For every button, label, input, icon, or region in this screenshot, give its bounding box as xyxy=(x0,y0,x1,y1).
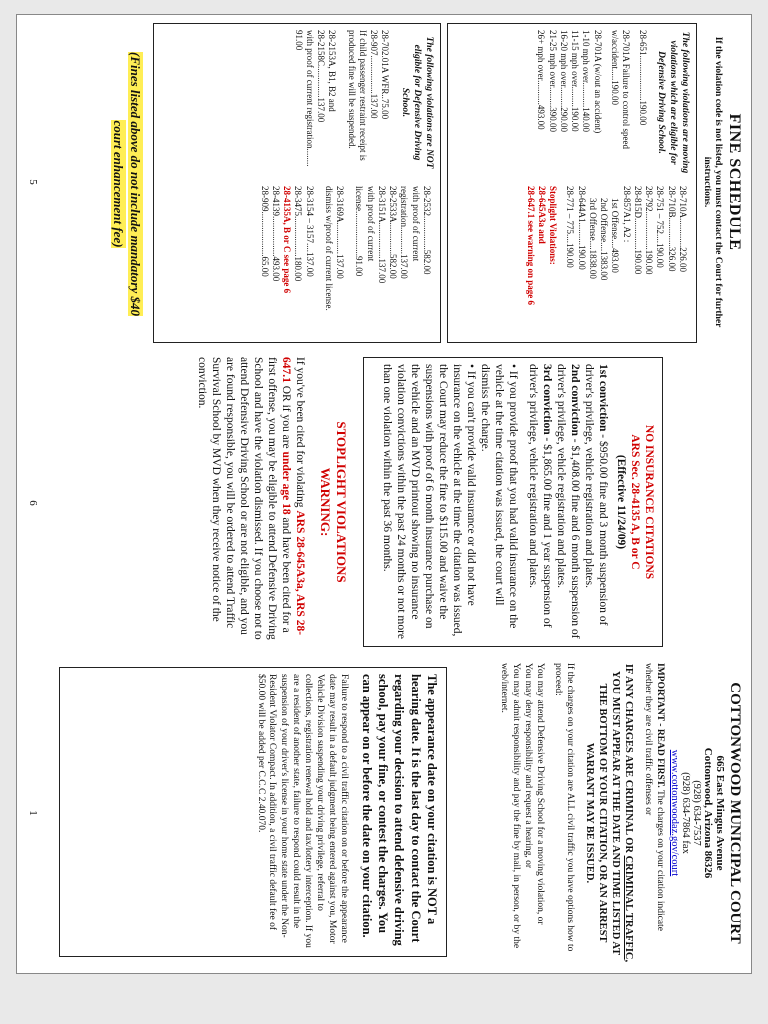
court-website-link[interactable]: www.cottonwoodaz.gov/court xyxy=(669,749,680,877)
fine-line: 28-771 – 775....190.00 xyxy=(565,186,576,268)
fine-line: 3rd Offense....1838.00 xyxy=(588,198,598,279)
appearance-notice: The appearance date on your citation is NOT a hearing date. It is the last day to contact the Court regarding your decision to attend defensive driving school, pay your fine, or contest the charges. You can appear on or before the date on your citation. xyxy=(360,674,439,946)
court-fax: (928) 634-7864 fax xyxy=(680,772,691,854)
dds-eligible-col-b xyxy=(525,186,689,336)
fine-line: 28-701A Failure to control speed w/accident.....190.00 xyxy=(609,30,632,149)
fine-line: 28-3169A..............137.00 xyxy=(335,186,346,279)
fee-note xyxy=(109,39,143,329)
no-insurance-statute: ARS Sec. 28-4135 A, B or C xyxy=(628,434,641,570)
fine-line: with proof of current license....................91.00 xyxy=(354,186,376,277)
conviction-1: 1st conviction - $950.00 fine and 3 month suspension of driver's privilege, vehicle registration and plates. xyxy=(582,364,609,626)
fine-line: 28-644A1..........190.00 xyxy=(576,186,587,270)
dds-eligible-box xyxy=(447,23,697,343)
stoplight-title: STOPLIGHT VIOLATIONS xyxy=(334,421,349,583)
fine-line: 28-2533A..............582.00 xyxy=(388,186,399,279)
dds-eligible-heading: The following violations are moving violations which are eligible for Defensive Driving School. xyxy=(656,31,690,174)
option-hearing: You may deny responsibility and request a hearing, or xyxy=(523,663,534,869)
important-read-first: IMPORTANT - READ FIRST. The charges on your citation indicate whether they are civil traffic offenses or xyxy=(643,663,665,931)
conviction-list xyxy=(526,364,610,640)
fine-line: 16-20 mph over.........290.00 xyxy=(558,30,569,132)
fine-line: 28-3475..................180.00 xyxy=(293,186,304,282)
not-eligible-box xyxy=(153,23,441,343)
page-number-6: 6 xyxy=(27,500,39,506)
court-address-1: 665 East Mingus Avenue xyxy=(714,755,726,871)
court-phone: (928) 634-7537 xyxy=(691,780,702,846)
fine-schedule-panel xyxy=(27,19,743,345)
fine-line: 1st Offense....493.00 xyxy=(610,198,621,273)
fine-line: 28-651....................190.00 xyxy=(638,30,649,126)
fine-line: If child passenger restraint receipt is produced fine will be suspended. xyxy=(346,30,368,161)
fine-line: 21-25 mph over.........390.00 xyxy=(547,30,558,132)
fine-line: 28-3154 – 3157....137.00 xyxy=(304,186,315,277)
page-number-5: 5 xyxy=(27,179,39,185)
fine-line: with proof of current registration............137.00 xyxy=(399,186,421,279)
fine-line: with proof of current registration........ 91.00 xyxy=(293,30,315,167)
rotated-content xyxy=(17,15,751,973)
stoplight-warning-section xyxy=(195,357,349,647)
fine-line: 28-792.................190.00 xyxy=(644,186,655,275)
fine-line: 28-2158C..............137.00 xyxy=(316,30,327,123)
no-insurance-title: NO INSURANCE CITATIONS xyxy=(643,424,655,580)
fine-line: 28-710B.............326.00 xyxy=(666,186,677,272)
fine-line: 11-15 mph over.........190.00 xyxy=(570,30,581,132)
court-name: COTTONWOOD MUNICIPAL COURT xyxy=(727,682,743,944)
fine-line: 28-2153A, B1, B2 and xyxy=(327,30,338,112)
fine-line: 28-815D..............190.00 xyxy=(633,186,643,275)
fine-line: 28-702.01A WFR..75.00 xyxy=(380,30,391,120)
court-info-panel xyxy=(27,663,743,963)
stoplight-label: Stoplight Violations: xyxy=(548,186,559,265)
conviction-2: 2nd conviction - $1,408.00 fine and 6 month suspension of driver's privilege, vehicle registration and plates. xyxy=(554,364,581,639)
not-eligible-col-b xyxy=(259,186,433,336)
dds-eligible-col-a xyxy=(535,30,648,175)
no-insurance-box xyxy=(363,357,663,647)
scanned-document-page xyxy=(16,14,752,974)
criminal-warning: IF ANY CHARGES ARE CRIMINAL OR CRIMINAL TRAFFIC, YOU MUST APPEAR AT THE DATE AND TIME LISTED AT THE BOTTOM OF YOUR CITATION, OR AN ARREST WARRANT MAY BE ISSUED. xyxy=(583,663,635,963)
fine-line: 28-751 – 752....190.00 xyxy=(655,186,666,268)
conviction-3: 3rd conviction - $1,865.00 fine and 1 year suspension of driver's privilege, vehicle registration and plates. xyxy=(526,364,553,628)
not-eligible-heading: The following violations are NOT eligible for Defensive Driving School. xyxy=(400,36,434,169)
fine-line: 28-2532...............582.00 xyxy=(422,186,432,275)
stoplight-warning: WARNING: xyxy=(318,467,333,537)
no-insurance-effective: (Effective 11/24/09) xyxy=(614,454,627,550)
option-pay: You may admit responsibility and pay the fine by mail, in person, or by the web/internet. xyxy=(499,663,522,949)
fine-line: 28-4139..................493.00 xyxy=(271,186,281,282)
not-eligible-col-a xyxy=(292,30,390,175)
insurance-see-page-6: 28-4135A, B or C see page 6 xyxy=(282,186,293,294)
stoplight-see: 28-647.1 see warning on page 6 xyxy=(525,186,536,305)
stoplight-code: 28-645A3a and xyxy=(537,186,547,244)
insurance-bullet-2: • If you can't provide valid insurance or did not have insurance on the vehicle at the time the citation was issued, the Court may reduce the fine to $115.00 and waive the suspensions with proof of 6 month insurance purchase on the vehicle and an MVD printout showing no insurance violation convictions within the past 24 months or not more than one violation within the past 36 months. xyxy=(380,364,477,640)
appearance-box xyxy=(59,667,447,957)
fine-line: 28-710A.............226.00 xyxy=(678,186,688,272)
fee-note-text: (Fines listed above do not include mandatory $40 court enhancement fee) xyxy=(111,52,143,316)
fine-line: 28-909....................65.00 xyxy=(259,186,270,277)
fine-schedule-title: FINE SCHEDULE xyxy=(726,113,743,251)
stoplight-text: If you've been cited for violating ARS 28-645A3a, ARS 28-647.1 OR if you are under age 18 and have been cited for a first offense, you may be eligible to attend Defensive Driving School and have the violation dismissed. If you choose not to attend Defensive Driving School or are not eligible, and you are found responsible, you will be ordered to attend Traffic Survival School by MVD when they receive notice of the conviction. xyxy=(195,357,306,640)
insurance-bullet-1: • If you provide proof that you had valid insurance on the vehicle at the time citation was issued, the court will dismiss the charge. xyxy=(478,364,519,629)
court-address-2: Cottonwood, Arizona 86326 xyxy=(702,747,714,879)
fine-schedule-subtitle: If the violation code is not listed, you must contact the Court for further instructions. xyxy=(701,36,723,328)
civil-options-intro: If the charges on your citation are ALL civil traffic you have options how to proceed: xyxy=(552,663,575,952)
fine-line: 28-701A (w/out an accident) xyxy=(592,30,603,134)
page-number-1: 1 xyxy=(27,810,39,816)
insurance-stoplight-panel xyxy=(27,353,743,653)
fine-line: 28-857A1, A2 : xyxy=(621,186,632,243)
failure-notice: Failure to respond to a civil traffic citation on or before the appearance date may result in a default judgment being entered against you, Motor Vehicle Division suspending your driving privilege, referral to collections, registration renewal hold and tax/lottery interception. If you are a resident of another state, failure to respond could result in the suspension of your driver's license in your home state under the Non-Resident Violator Compact. In addition, a civil traffic default fee of $50.00 will be added per C.C.C 2.40.070. xyxy=(255,674,349,948)
fine-line: 2nd Offense....1383.00 xyxy=(599,198,610,281)
fine-line: dismiss w/proof of current license. xyxy=(324,186,334,311)
option-dds: You may attend Defensive Driving School for a moving violation, or xyxy=(535,663,545,925)
fine-line: 28-3151A................137.00 xyxy=(377,186,387,284)
fine-line: 1-10 mph over...........140.00 xyxy=(581,30,592,132)
fine-line: 28-907.................137.00 xyxy=(369,30,380,119)
fine-line: 26+ mph over...........493.00 xyxy=(536,30,547,130)
